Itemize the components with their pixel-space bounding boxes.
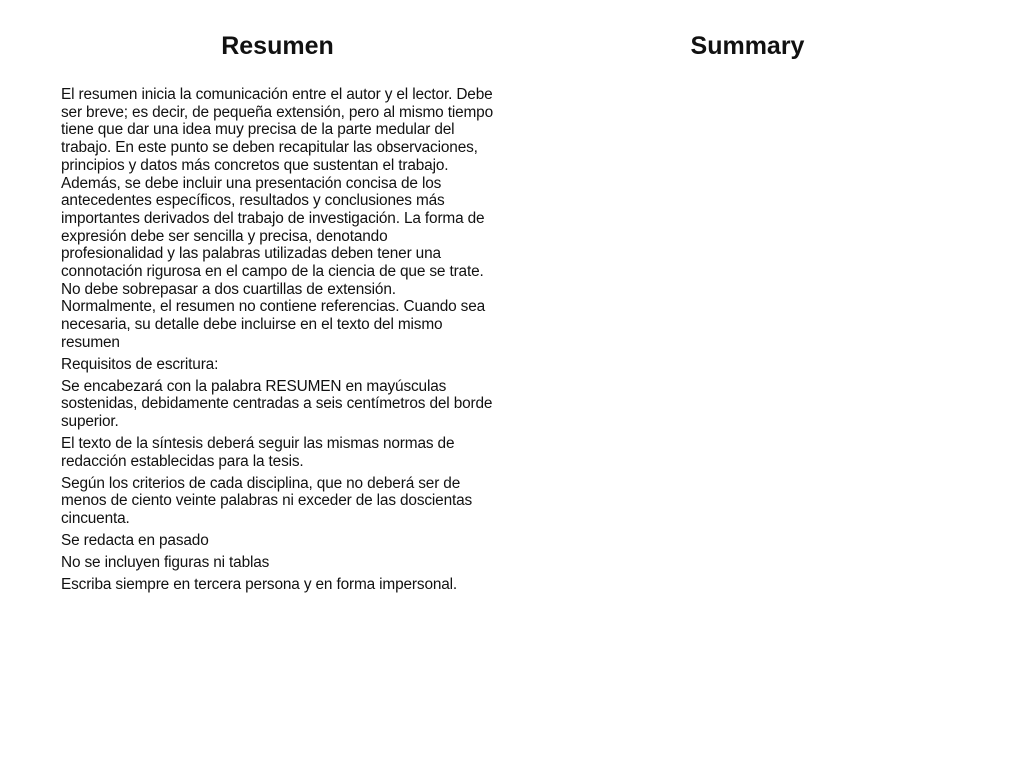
resumen-body: [61, 86, 493, 597]
requisito-tercera-persona-paragraph: Escriba siempre en tercera persona y en forma impersonal.: [61, 575, 458, 593]
requisito-figuras-paragraph: No se incluyen figuras ni tablas: [61, 553, 270, 571]
requisito-normas-paragraph: El texto de la síntesis deberá seguir las mismas normas de redacción establecidas para la tesis.: [61, 434, 455, 470]
requisitos-heading-paragraph: Requisitos de escritura:: [61, 355, 219, 373]
requisito-pasado-paragraph: Se redacta en pasado: [61, 531, 209, 549]
requisito-extension-paragraph: Según los criterios de cada disciplina, que no deberá ser de menos de ciento veinte palabras ni exceder de las doscientas cincuenta.: [61, 474, 473, 527]
summary-heading: Summary: [690, 32, 805, 60]
resumen-intro-paragraph: El resumen inicia la comunicación entre el autor y el lector. Debe ser breve; es decir, de pequeña extensión, pero al mismo tiempo tiene que dar una idea muy precisa de la parte medular del trabajo. En este punto se deben recapitular las observaciones, principios y datos más concretos que sustentan el trabajo. Además, se debe incluir una presentación concisa de los antecedentes específicos, resultados y conclusiones más importantes derivados del trabajo de investigación. La forma de expresión debe ser sencilla y precisa, denotando profesionalidad y las palabras utilizadas deben tener una connotación rigurosa en el campo de la ciencia de que se trate. No debe sobrepasar a dos cuartillas de extensión. Normalmente, el resumen no contiene referencias. Cuando sea necesaria, su detalle debe incluirse en el texto del mismo resumen: [61, 86, 493, 351]
requisito-encabezado-paragraph: Se encabezará con la palabra RESUMEN en mayúsculas sostenidas, debidamente centradas a seis centímetros del borde superior.: [61, 377, 493, 431]
resumen-heading: Resumen: [221, 32, 334, 60]
